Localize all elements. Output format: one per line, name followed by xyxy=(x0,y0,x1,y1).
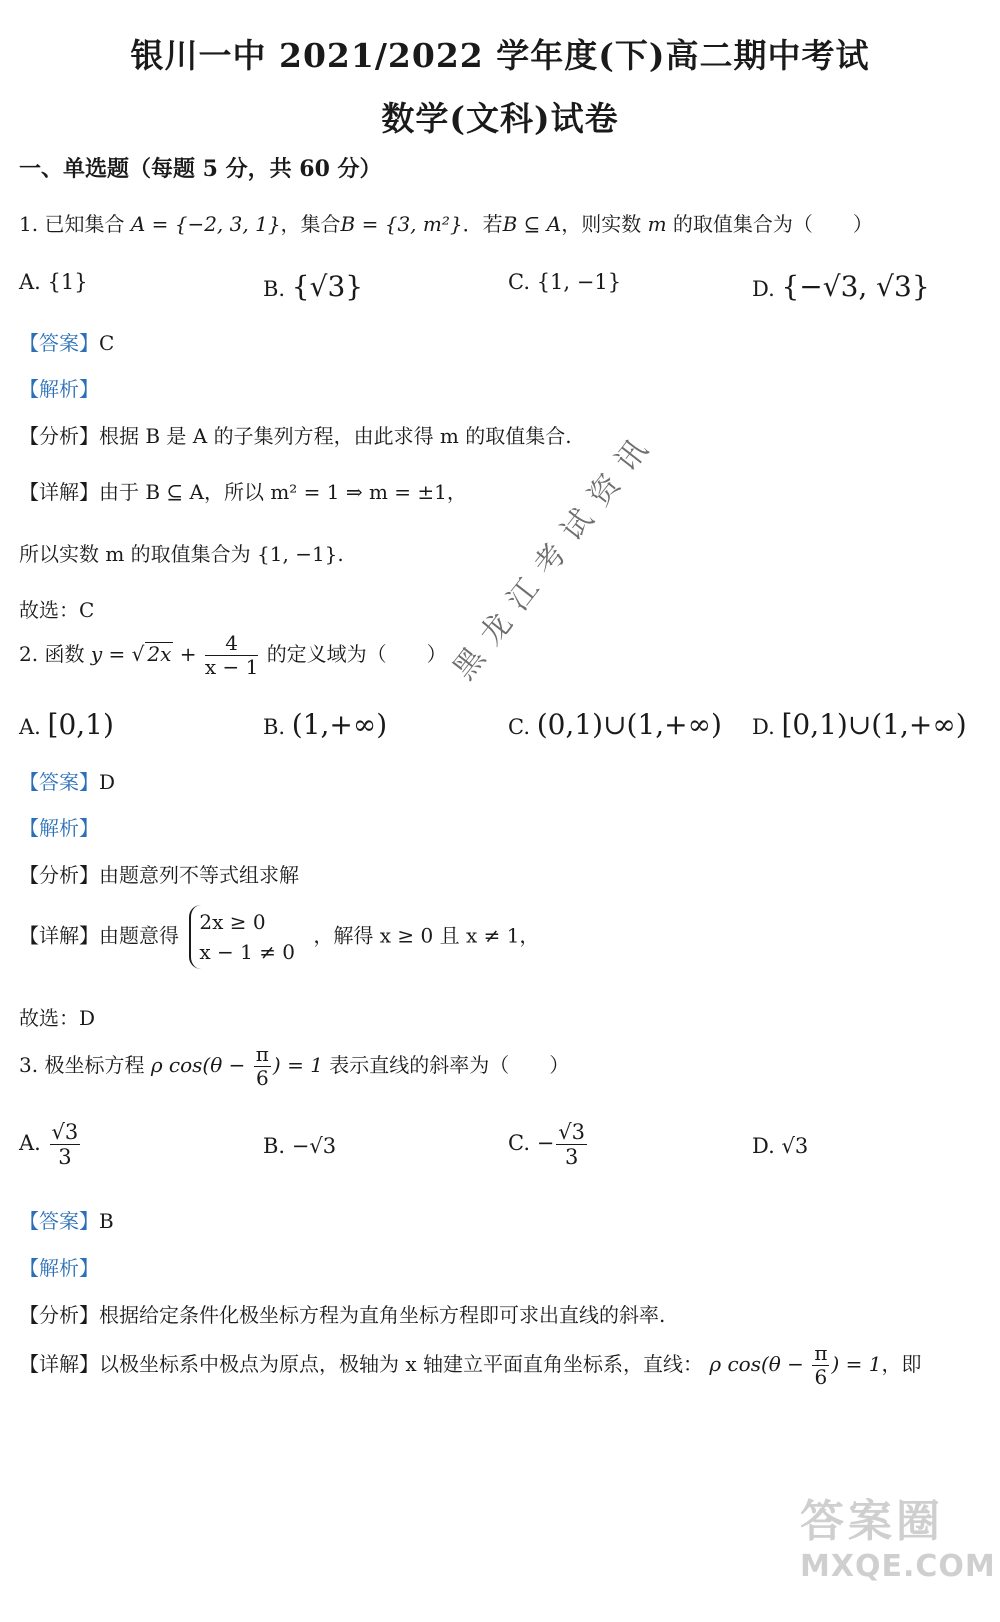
q3-fenxi: 【分析】根据给定条件化极坐标方程为直角坐标方程即可求出直线的斜率. xyxy=(19,1303,666,1327)
logo-url-text: MXQE.COM xyxy=(800,1549,996,1584)
q3-xiangjie: 【详解】以极坐标系中极点为原点，极轴为 x 轴建立平面直角坐标系，直线： ρ cos(θ − $\frac{\pi}{6}$ ) = 1，即 xyxy=(19,1341,922,1389)
q2-fraction: $\frac{4}{x - 1}$ xyxy=(204,631,259,679)
q3-option-a: A. $\frac{√3}{3}$ xyxy=(19,1120,79,1170)
q2-option-c: C. (0,1)∪(1,+∞) xyxy=(508,708,722,741)
q2-fenxi: 【分析】由题意列不等式组求解 xyxy=(19,863,299,887)
question-2-stem: 2. 函数 y = √ 2x + $\frac{4}{x - 1}$ 的定义域为（ ） xyxy=(19,631,447,679)
q3-answer: 【答案】B xyxy=(19,1209,114,1233)
q2-conclusion: 故选：D xyxy=(19,1006,96,1030)
q2-inequality-system: 2x ≥ 0 x − 1 ≠ 0 xyxy=(189,905,303,969)
exam-title: 银川一中 2021/2022 学年度(下)高二期中考试 xyxy=(130,36,870,75)
q1-option-b: B. {√3} xyxy=(263,270,364,303)
q1-option-d: D. {−√3, √3} xyxy=(752,270,930,303)
q1-option-a: A. {1} xyxy=(19,270,88,294)
q3-analysis-heading: 【解析】 xyxy=(19,1256,99,1280)
q1-xiangjie: 【详解】由于 B ⊆ A，所以 m² = 1 ⇒ m = ±1， xyxy=(19,480,467,504)
q2-option-b: B. (1,+∞) xyxy=(263,708,388,741)
q1-option-c: C. {1, −1} xyxy=(508,270,622,294)
q2-option-a: A. [0,1) xyxy=(19,708,114,741)
q2-option-d: D. [0,1)∪(1,+∞) xyxy=(752,708,967,741)
q3-option-c: C. − $\frac{√3}{3}$ xyxy=(508,1120,586,1170)
exam-subtitle: 数学(文科)试卷 xyxy=(381,99,619,138)
q1-fenxi: 【分析】根据 B 是 A 的子集列方程，由此求得 m 的取值集合. xyxy=(19,424,572,448)
q2-answer: 【答案】D xyxy=(19,770,116,794)
q2-xiangjie: 【详解】由题意得 2x ≥ 0 x − 1 ≠ 0 ，解得 x ≥ 0 且 x ≠ 1， xyxy=(19,905,539,969)
q2-analysis-heading: 【解析】 xyxy=(19,816,99,840)
section-heading: 一、单选题（每题 5 分，共 60 分） xyxy=(19,156,382,182)
question-1-stem: 1. 已知集合 A = {−2, 3, 1}，集合B = {3, m²}．若B ⊆ A，则实数 m 的取值集合为（ ） xyxy=(19,212,873,236)
q1-solution-line: 所以实数 m 的取值集合为 {1, −1}. xyxy=(19,542,344,566)
q1-answer: 【答案】C xyxy=(19,331,115,355)
answer-circle-logo xyxy=(800,1485,996,1611)
q3-option-b: B. −√3 xyxy=(263,1134,337,1158)
question-3-stem: 3. 极坐标方程 ρ cos(θ − $\frac{\pi}{6}$ ) = 1 表示直线的斜率为（ ） xyxy=(19,1042,570,1090)
q1-analysis-heading: 【解析】 xyxy=(19,377,99,401)
logo-cn-text: 答案圈 xyxy=(800,1496,944,1547)
q3-option-d: D. √3 xyxy=(752,1134,809,1158)
watermark-text: 黑龙江考试资讯 xyxy=(446,422,664,687)
q3-pi-fraction: $\frac{\pi}{6}$ xyxy=(255,1042,269,1090)
q1-conclusion: 故选：C xyxy=(19,598,95,622)
